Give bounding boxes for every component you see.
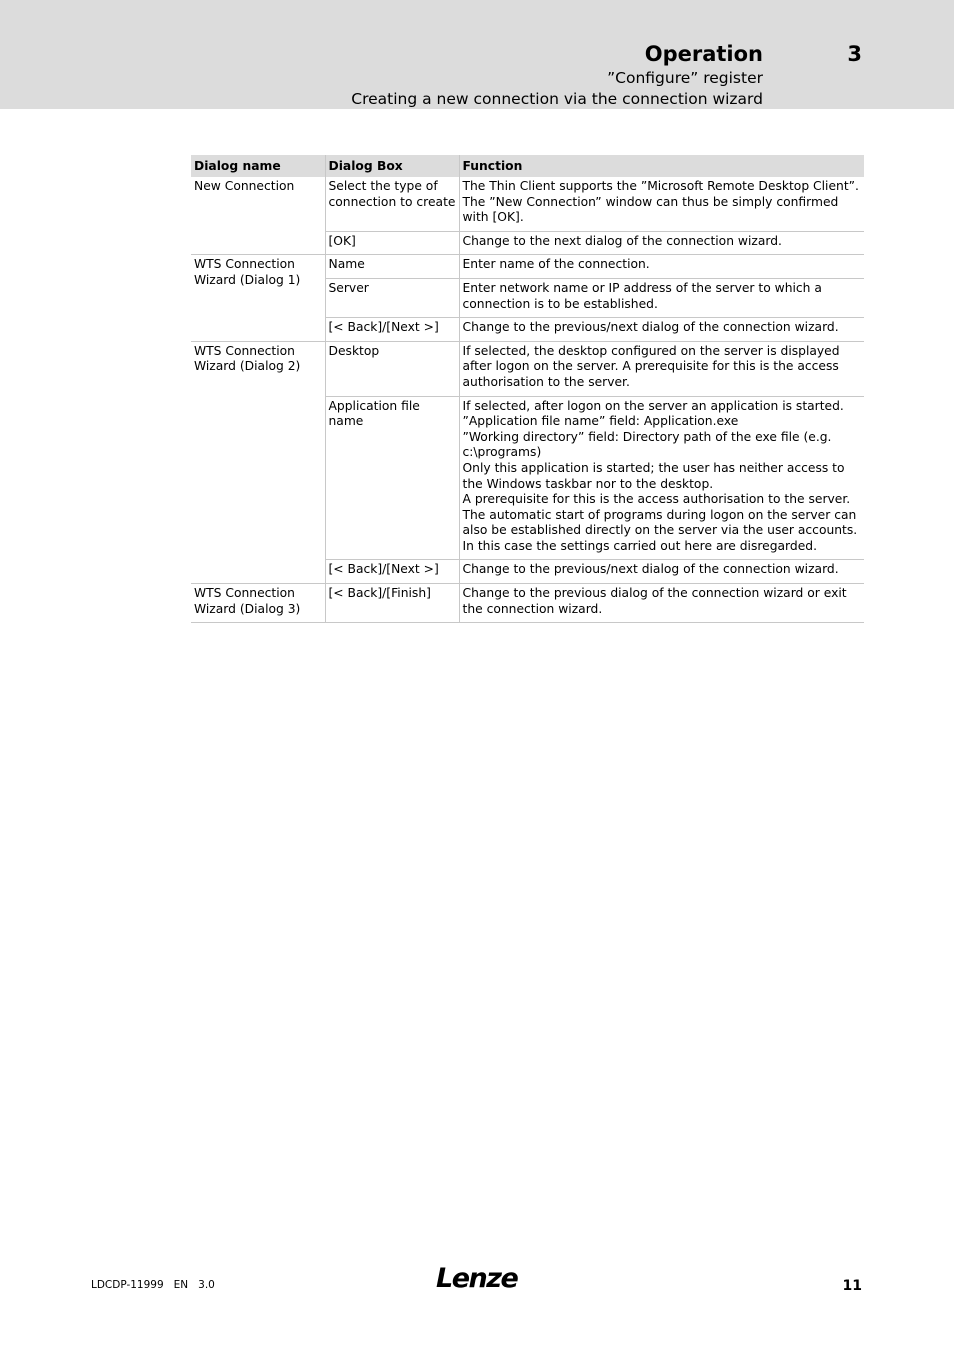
function-cell xyxy=(459,560,864,584)
function-cell xyxy=(459,255,864,279)
chapter-number: 3 xyxy=(847,42,862,66)
lenze-logo: Lenze xyxy=(436,1263,518,1294)
function-cell xyxy=(459,584,864,623)
function-text: If selected, after logon on the server an application is started. xyxy=(462,398,844,413)
function-text: Change to the previous/next dialog of the connection wizard. xyxy=(462,562,839,577)
dialog-box-cell: [< Back]/[Finish] xyxy=(325,584,459,623)
dialog-table xyxy=(191,155,864,623)
dialog-box-cell: [OK] xyxy=(325,231,459,255)
function-cell xyxy=(459,318,864,342)
function-cell xyxy=(459,396,864,560)
dialog-name-cell: WTS Connection Wizard (Dialog 2) xyxy=(191,341,325,583)
chapter-title: Operation xyxy=(644,42,763,66)
function-text: The Thin Client supports the ”Microsoft Remote Desktop Client”. The ”New Connection” window can thus be simply confirmed with [OK]. xyxy=(462,179,859,225)
table-row xyxy=(191,584,864,623)
function-cell xyxy=(459,278,864,317)
dialog-name-cell: WTS Connection Wizard (Dialog 1) xyxy=(191,255,325,341)
table-row xyxy=(191,177,864,231)
function-text: A prerequisite for this is the access authorisation to the server. xyxy=(462,492,851,507)
column-header-dialog-name: Dialog name xyxy=(191,155,325,177)
table-row xyxy=(191,255,864,279)
function-cell xyxy=(459,177,864,231)
section-title: ”Configure” register xyxy=(607,69,763,87)
function-text: Only this application is started; the user has neither access to the Windows taskbar nor to the desktop. xyxy=(462,460,845,491)
function-cell xyxy=(459,231,864,255)
function-text: Change to the previous/next dialog of the connection wizard. xyxy=(462,320,839,335)
dialog-box-cell: Select the type of connection to create xyxy=(325,177,459,231)
dialog-name-cell: New Connection xyxy=(191,177,325,255)
function-cell xyxy=(459,341,864,396)
dialog-box-cell: Desktop xyxy=(325,341,459,396)
function-text: Enter network name or IP address of the server to which a connection is to be established. xyxy=(462,280,822,311)
subsection-title: Creating a new connection via the connection wizard xyxy=(351,90,763,108)
function-text: The automatic start of programs during logon on the server can also be established directly on the server via the user accounts. In this case the settings carried out here are disregarded. xyxy=(462,507,858,553)
function-text: Change to the next dialog of the connection wizard. xyxy=(462,233,782,248)
function-text: Change to the previous dialog of the connection wizard or exit the connection wizard. xyxy=(462,586,847,616)
function-text: ”Working directory” field: Directory path of the exe file (e.g. c:\programs) xyxy=(462,429,832,460)
column-header-dialog-box: Dialog Box xyxy=(325,155,459,177)
function-text: ”Application file name” field: Application.exe xyxy=(462,414,739,429)
column-header-function: Function xyxy=(459,155,864,177)
dialog-name-cell: WTS Connection Wizard (Dialog 3) xyxy=(191,584,325,623)
dialog-box-cell: Name xyxy=(325,255,459,279)
document-id: LDCDP-11999 EN 3.0 xyxy=(91,1279,215,1291)
dialog-box-cell: [< Back]/[Next >] xyxy=(325,560,459,584)
dialog-box-cell: Application file name xyxy=(325,396,459,560)
function-text: If selected, the desktop configured on the server is displayed after logon on the server. A prerequisite for this is the access authorisation to the server. xyxy=(462,343,840,389)
table-row xyxy=(191,341,864,396)
table-header-row xyxy=(191,155,864,177)
function-text: Enter name of the connection. xyxy=(462,257,650,272)
dialog-box-cell: Server xyxy=(325,278,459,317)
page-number: 11 xyxy=(842,1278,862,1294)
dialog-box-cell: [< Back]/[Next >] xyxy=(325,318,459,342)
